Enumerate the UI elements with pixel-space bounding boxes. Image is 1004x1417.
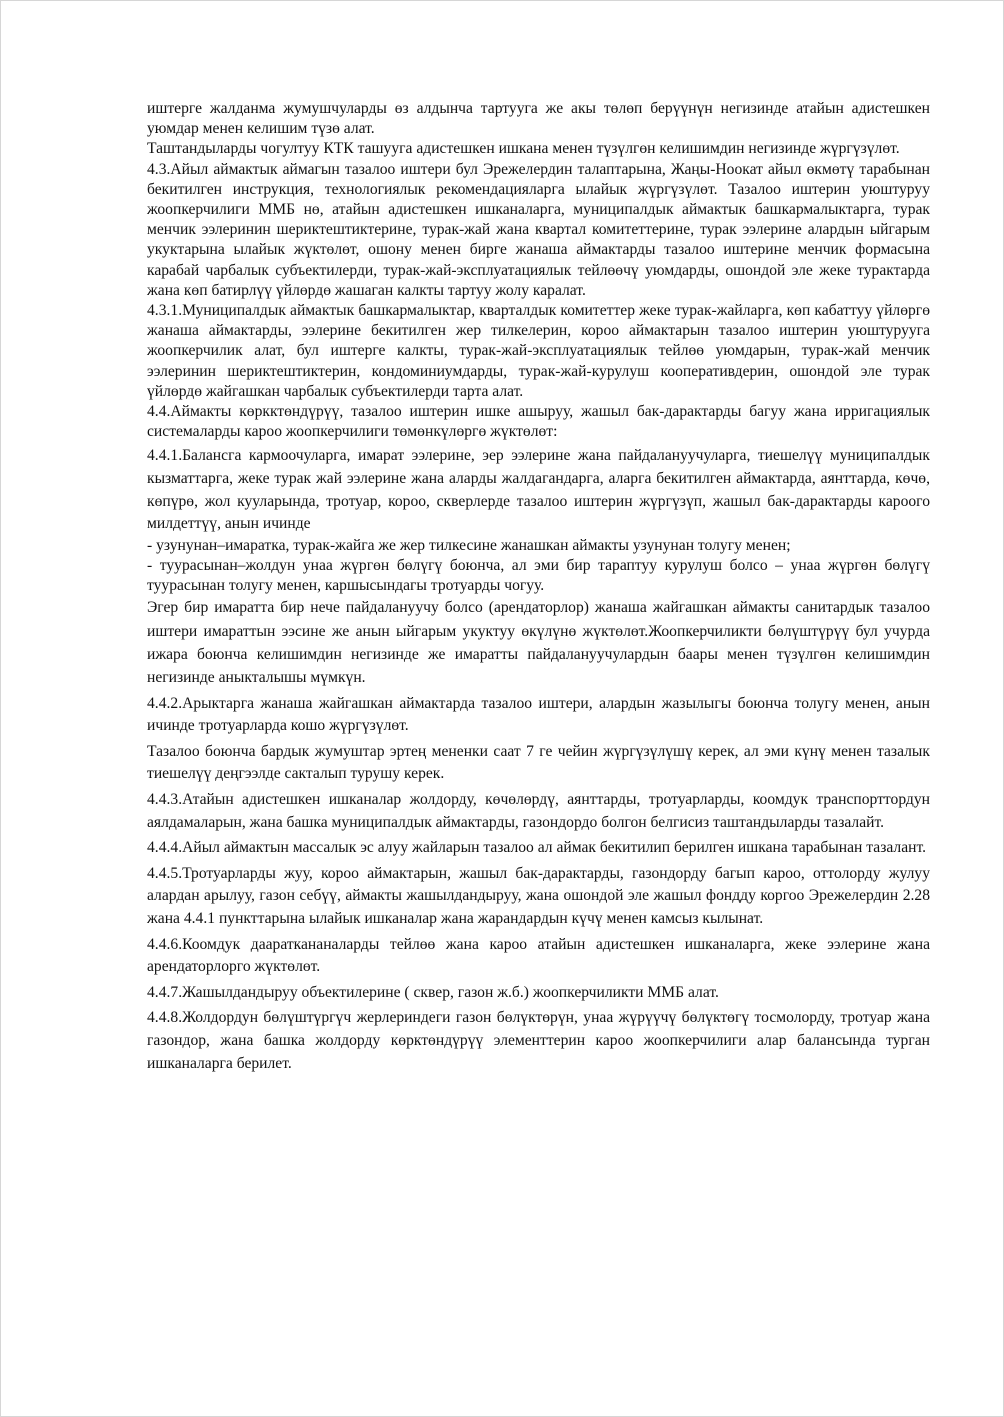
paragraph-4-4-6: 4.4.6.Коомдук даараткананаларды тейлөө жана кароо атайын адистешкен ишканаларга, жеке ээлерине жана арендаторлорго жүктөлөт. (147, 935, 930, 976)
paragraph-4-4-2: 4.4.2.Арыктарга жанаша жайгашкан аймактарда тазалоо иштери, алардын жазылыгы боюнча толугу менен, анын ичинде тротуарларда кошо жүргүзүлөт. (147, 694, 930, 735)
paragraph-4-3: 4.3.Айыл аймактык аймагын тазалоо иштери бул Эрежелердин талаптарына, Жаңы-Ноокат айыл өкмөтү тарабынан бекитилген инструкция, технологиялык рекомендацияларга ылайык жүргүзүлөт. Тазалоо иштерин уюштуруу жоопкерчилиги ММБ нө, атайын адистешкен ишканаларга, муниципалдык аймактык башкармалыктарга, турак менчик ээлеринин шериктештиктерине, турак-жай жана квартал комитеттерине, турак ээлерине алардын ыйгарым укуктарына ылайык жүктөлөт, ошону менен бирге жанаша аймактарды тазалоо иштерине менчик формасына карабай чарбалык субъектилерди, турак-жай-эксплуатациялык тейлөөчү уюмдарды, ошондой эле жеке турактарда жана көп батирлүү үйлөрдө жашаган калкты тартуу жолу каралат. (147, 160, 930, 299)
paragraph-4-3-1: 4.3.1.Муниципалдык аймактык башкармалыктар, кварталдык комитеттер жеке турак-жайларга, көп кабаттуу үйлөргө жанаша аймактарды, ээлерине бекитилген жер тилкелерин, короо аймактарын тазалоо иштерин уюштурууга жоопкерчилик алат, бул иштерге калкты, турак-жай-эксплуатациялык тейлөө уюмдарын, турак-жай менчик ээлеринин шериктештиктерин, кондоминиумдарды, турак-жай-курулуш кооперативдерин, ошондой эле турак үйлөрдө жайгашкан чарбалык субъектилерди тарта алат. (147, 302, 930, 400)
paragraph-contractors: иштерге жалданма жумушчуларды өз алдынча тартууга же акы төлөп берүүнүн негизинде атайын адистешкен уюмдар менен келишим түзө алат. (147, 100, 930, 138)
paragraph-4-4: 4.4.Аймакты көркктөндүрүү, тазалоо иштерин ишке ашыруу, жашыл бак-дарактарды багуу жана ирригациялык системаларды кароо жоопкерчилиги төмөнкүлөргө жүктөлөт: (147, 403, 930, 441)
paragraph-4-4-3: 4.4.3.Атайын адистешкен ишканалар жолдорду, көчөлөрдү, аянттарды, тротуарларды, коомдук транспорттордун аялдамаларын, жана башка муниципалдык аймактарды, газондордо болгон белгисиз таштандыларды тазалайт. (147, 791, 930, 831)
paragraph-4-4-1: 4.4.1.Балансга кармоочуларга, имарат ээлерине, эер ээлерине жана пайдалануучуларга, тиешелүү муниципалдык кызматтарга, жеке турак жай ээлерине жана аларды жалдагандарга, аларга бекитилген аймактарда, аянттарда, көчө, көпүрө, жол кууларында, тротуар, короо, скверлерде тазалоо иштерин жүргүзүп, жашыл бак-дарактарды кароого милдеттүү, анын ичинде (147, 447, 930, 533)
paragraph-tenants: Эгер бир имаратта бир нече пайдалануучу болсо (арендаторлор) жанаша жайгашкан аймакты санитардык тазалоо иштери имараттын ээсине же анын ыйгарым укуктуу өкүлүнө жүктөлөт.Жоопкерчиликти бөлүштүрүү бул учурда ижара боюнча келишимдин негизинде же имаратты пайдалануучулардын баары менен түзүлгөн келишимдин негизинде аныкталышы мүмкүн. (147, 599, 930, 687)
paragraph-4-4-4: 4.4.4.Айыл аймактын массалык эс алуу жайларын тазалоо ал аймак бекитилип берилген ишкана тарабынан тазалант. (147, 839, 927, 857)
paragraph-4-4-7: 4.4.7.Жашылдандыруу объектилерине ( сквер, газон ж.б.) жоопкерчиликти ММБ алат. (147, 983, 719, 1001)
paragraph-waste-collection: Таштандыларды чогултуу КТК ташууга адистешкен ишкана менен түзүлгөн келишимдин негизинде жүргүзүлөт. (147, 140, 900, 158)
paragraph-list-item-lengthwise: - узунунан–имаратка, турак-жайга же жер тилкесине жанашкан аймакты узунунан толугу менен; (147, 536, 791, 554)
document-body (147, 99, 930, 1075)
paragraph-list-item-crosswise: - туурасынан–жолдун унаа жүргөн бөлүгү боюнча, ал эми бир тараптуу курулуш болсо – унаа жүргөн бөлүгү туурасынан толугу менен, каршысындагы тротуарды чогуу. (147, 557, 930, 595)
paragraph-cleaning-schedule: Тазалоо боюнча бардык жумуштар эртең мененки саат 7 ге чейин жүргүзүлүшү керек, ал эми күнү менен тазалык тиешелүү деңгээлде сакталып турушу керек. (147, 742, 930, 783)
paragraph-4-4-5: 4.4.5.Тротуарларды жуу, короо аймактарын, жашыл бак-дарактарды, газондорду багып кароо, оттолорду жулуу алардан арылуу, газон себүү, аймакты жашылдандыруу, жана ошондой эле жашыл фондду коргоо Эрежелердин 2.28 жана 4.4.1 пункттарына ылайык ишканалар жана жарандардын күчү менен камсыз кылынат. (147, 864, 930, 927)
paragraph-4-4-8: 4.4.8.Жолдордун бөлүштүргүч жерлериндеги газон бөлүктөрүн, унаа жүрүүчү бөлүктөгү тосмолорду, тротуар жана газондор, жана башка жолдорду көрктөндүрүү элементтерин кароо жоопкерчилиги алар балансында турган ишканаларга берилет. (147, 1009, 930, 1072)
